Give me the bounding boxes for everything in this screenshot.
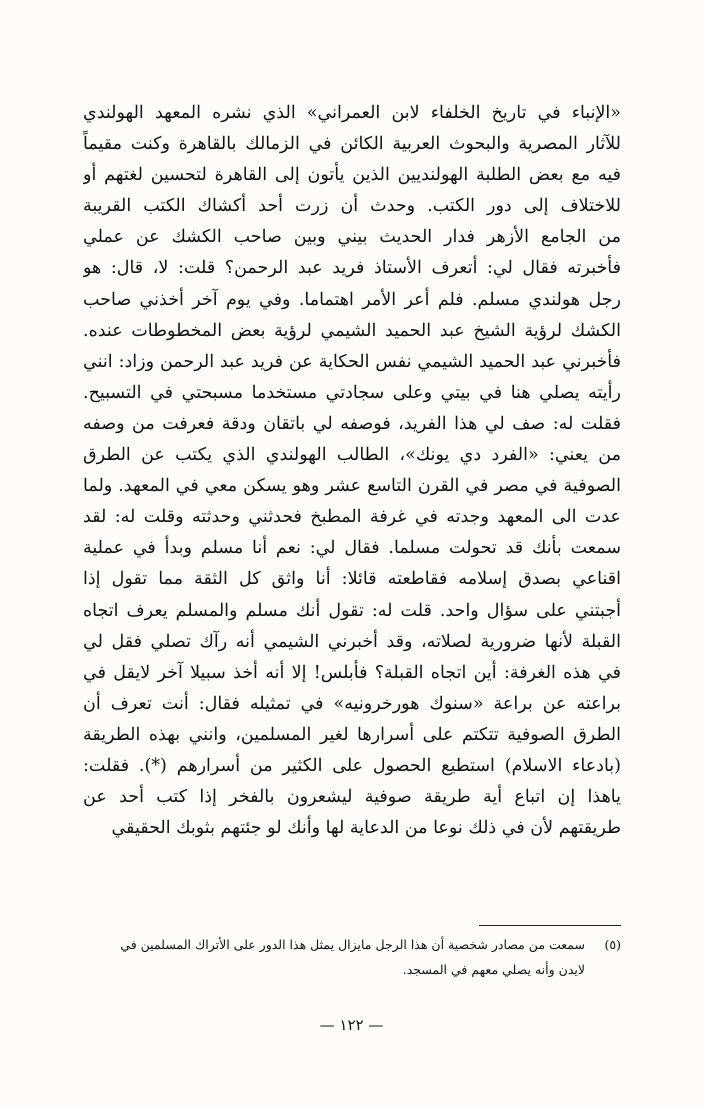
text-line: أجبتني على سؤال واحد. قلت له: تقول أنك مسلم والمسلم يعرف اتجاه [83,600,621,621]
text-line: للآثار المصرية والبحوث العربية الكائن في الزمالك بالقاهرة وكنت مقيماً [83,134,621,155]
text-line: رجل هولندي مسلم. فلم أعر الأمر اهتماما. وفي يوم آخر أخذني صاحب [83,289,621,310]
footnote-line: لايدن وأنه يصلي معهم في المسجد. [402,962,585,977]
footnote [83,932,621,982]
text-line: (بادعاء الاسلام) استطيع الحصول على الكثير من أسرارهم (*). فقلت: [83,755,621,776]
text-line: فأخبرته فقال لي: أتعرف الأستاذ فريد عبد الرحمن؟ قلت: لا، قال: هو [83,258,621,279]
text-line: من الجامع الأزهر فدار الحديث بيني وبين صاحب الكشك عن عملي [83,227,621,248]
text-line: سمعت بأنك قد تحولت مسلما. فقال لي: نعم أنا مسلم وبدأ في عملية [83,538,621,559]
text-line: «الإنباء في تاريخ الخلفاء لابن العمراني» الذي نشره المعهد الهولندي [83,103,621,123]
footnote-divider [479,925,621,926]
text-line: الصوفية في مصر في القرن التاسع عشر وهو يسكن معي في المعهد. ولما [83,476,621,497]
text-line: الطرق الصوفية تتكتم على أسرارها لغير المسلمين، وانني بهذه الطريقة [83,724,621,745]
text-line: فأخبرني عبد الحميد الشيمي نفس الحكاية عن فريد عبد الرحمن وزاد: انني [83,351,621,372]
text-line: من يعني: «الفرد دي يونك»، الطالب الهولندي الذي يكتب عن الطرق [83,445,621,466]
text-line: للاختلاف إلى دور الكتب. وحدث أن زرت أحد أكشاك الكتب القريبة [83,196,621,217]
text-line: براعته عن براعة «سنوك هورخرونيه» في تمثيله فقال: أنت تعرف أن [83,693,621,714]
text-line: القبلة لأنها ضرورية لصلاته، وقد أخبرني الشيمي أنه رآك تصلي فقل لي [83,631,621,652]
footnote-marker: (٥) [604,937,621,952]
footnote-text: سمعت من مصادر شخصية أن هذا الرجل مايزال يمثل هذا الدور على الأتراك المسلمين في [120,937,585,952]
body-text [83,98,621,844]
page-number: — ١٢٢ — [319,1016,384,1034]
text-line: الكشك لرؤية الشيخ عبد الحميد الشيمي لرؤية بعض المخطوطات عنده. [83,320,621,341]
text-line: رأيته يصلي هنا في بيتي وعلى سجادتي مستخدما مسبحتي في التسبيح. [83,382,621,403]
text-line: فقلت له: صف لي هذا الفريد، فوصفه لي باتقان ودقة فعرفت من وصفه [83,413,621,434]
text-line: طريقتهم لأن في ذلك نوعا من الدعاية لها وأنك لو جئتهم بثوبك الحقيقي [111,818,621,839]
text-line: في هذه الغرفة: أين اتجاه القبلة؟ فأبلس! إلا أنه أخذ سبيلا آخر لايقل في [83,662,621,683]
text-line: فيه مع بعض الطلبة الهولنديين الذين يأتون إلى القاهرة لتحسين لغتهم أو [83,165,621,186]
text-line: ياهذا إن اتباع أية طريقة صوفية ليشعرون بالفخر إذا كتب أحد عن [83,787,621,808]
text-line: عدت الى المعهد وجدته في غرفة المطبخ فحدثني وحدثته وقلت له: لقد [83,507,621,528]
text-line: اقناعي بصدق إسلامه فقاطعته قائلا: أنا واثق كل الثقة مما تقول إذا [83,569,621,590]
footnote-line [83,932,621,957]
